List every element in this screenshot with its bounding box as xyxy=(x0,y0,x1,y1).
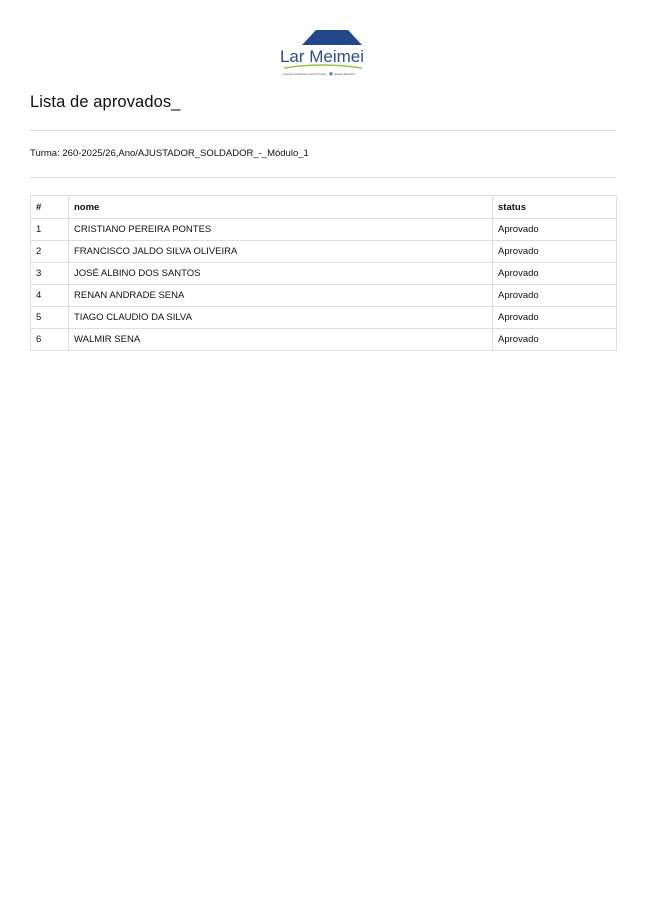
table-row xyxy=(31,219,617,241)
row-status: Aprovado xyxy=(493,307,617,329)
row-name: CRISTIANO PEREIRA PONTES xyxy=(69,219,493,241)
logo-roof xyxy=(302,30,362,45)
row-name: WALMIR SENA xyxy=(69,329,493,351)
logo-name: Lar Meimei xyxy=(280,47,365,66)
row-status: Aprovado xyxy=(493,263,617,285)
row-name: TIAGO CLAUDIO DA SILVA xyxy=(69,307,493,329)
logo-seal-icon xyxy=(329,72,333,76)
row-name: JOSÉ ALBINO DOS SANTOS xyxy=(69,263,493,285)
divider xyxy=(30,130,616,131)
logo-sub: Espaço Educativo xyxy=(334,73,356,76)
page-title: Lista de aprovados_ xyxy=(30,93,181,111)
lar-meimei-logo xyxy=(280,28,366,78)
logo-tagline: Casa de Assistência e Serviço Social xyxy=(283,73,326,76)
table-row xyxy=(31,241,617,263)
header-number: # xyxy=(31,196,69,219)
row-number: 4 xyxy=(31,285,69,307)
table-row xyxy=(31,285,617,307)
row-number: 3 xyxy=(31,263,69,285)
table-row xyxy=(31,307,617,329)
row-name: RENAN ANDRADE SENA xyxy=(69,285,493,307)
table-header-row xyxy=(31,196,617,219)
header-status: status xyxy=(493,196,617,219)
row-status: Aprovado xyxy=(493,219,617,241)
row-number: 1 xyxy=(31,219,69,241)
turma-label: Turma: 260-2025/26,Ano/AJUSTADOR_SOLDADOR_-_Módulo_1 xyxy=(30,148,309,159)
approved-table xyxy=(30,195,617,351)
row-status: Aprovado xyxy=(493,329,617,351)
table-row xyxy=(31,329,617,351)
row-status: Aprovado xyxy=(493,241,617,263)
row-name: FRANCISCO JALDO SILVA OLIVEIRA xyxy=(69,241,493,263)
row-status: Aprovado xyxy=(493,285,617,307)
header-name: nome xyxy=(69,196,493,219)
divider xyxy=(30,177,616,178)
row-number: 6 xyxy=(31,329,69,351)
table-row xyxy=(31,263,617,285)
row-number: 2 xyxy=(31,241,69,263)
row-number: 5 xyxy=(31,307,69,329)
